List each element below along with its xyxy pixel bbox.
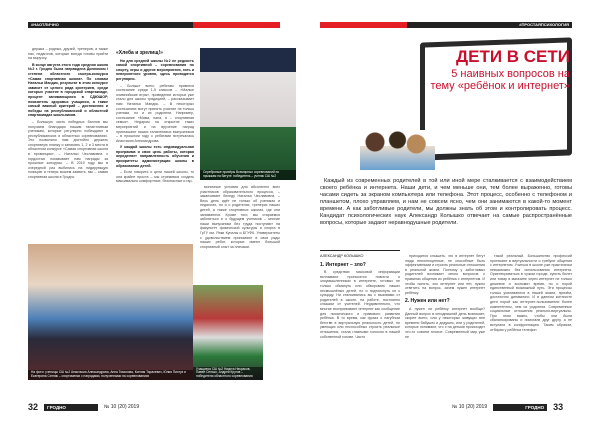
- divider: [320, 250, 400, 251]
- subheadline: 5 наивных вопросов на тему «ребёнок и интернет»: [430, 68, 570, 92]
- paper-name: ГРОДНО: [44, 404, 98, 411]
- photo-cyclists: [193, 285, 263, 380]
- lead-text: Каждый из современных родителей в той или иной мере сталкивается с взаимодействием своего ребёнка и интернета. Наши дети, и чем меньше они, тем более выраженно, готовы часами сидеть за экраном компьютера или телефона. Этот процесс, особенно с телефоном и планшетом, плохо управляем, и нам не совсем ясно, чем они занимаются в какой-то момент времени. А как заботливые родители, мы должны знать об этом и контролировать процесс. Кандидат психологических наук Александр Колышко отвечает на самые распространённые вопросы, которые задают неравнодушные родители.: [320, 178, 572, 226]
- issue-number: № 10 (20) 2019: [104, 404, 140, 410]
- right-column-2: [405, 254, 485, 341]
- paragraph: такой реальный. Большинство профессий протекают в виртуальности и требуют общения с интернетом. Учиться в школе уже практически невозможно без использования интернета. Ориентироваться в чужом городе, купить билет или товар в магазине через интернет не только дешевле и экономит время, но и порой единственный возможный путь. Эти процессы только усиливаются в нашей жизни, причём, достаточно динамично. И в данном контексте дети порой как интернет-пользователи более компетентны, чем их родители. Современные социальные отношения реально-виртуальны. При этом важно, чтобы они были сбалансированы и помогали друг другу, а не вступали в конфронтацию. Таким образом, отбирая у ребёнка телефон: [490, 254, 572, 332]
- photo-caption: На фото: ученицы СШ №2 Анастасия Александрова, Анна Тимохова, Ксения Тарасевич, Юлия Пиотух и Екатерина Ситник – спортсменки с наградами, полученными на соревнованиях: [28, 370, 193, 380]
- rubric-label: #НАОТЛИЧНО: [28, 22, 193, 28]
- issue-number: № 10 (20) 2019: [452, 404, 488, 410]
- rubric-label: #ПРОСТАЯПСИХОЛОГИЯ: [407, 22, 572, 28]
- rubric-bar-right: [320, 22, 572, 28]
- question-heading-2: 2. Нужен или нет?: [405, 298, 450, 305]
- page-number: 33: [553, 402, 564, 412]
- section-heading: «Хлеба и зрелищ!»: [116, 50, 163, 56]
- paragraph: В средствах массовой информации всплывают проносятся новости о злоумышленниках в интернете, готовых не только обмануть или обворовать наших несмышлёных детей, но и подтолкнуть их к суициду. Ни сталкивались вы с вызовами от родителей в школе, на работе, постоянно слышим от учителей. Неудивительно, что многие воспринимают интернет как сообщение для психического и правового развития ребёнка. В то время, как фраза о пагубном бегстве в виртуальную реальность детей, не умеющих или неспособных строить реальные отношения, стала глазными голосом в нашей собственной голове. Часто: [320, 270, 400, 339]
- paragraph: Ни для средней школы №2 не редкость самой спортивной – соревнования по спорту, игры и другие мероприятия, хоть и невероятного уровня, здесь проводятся регулярно.: [116, 58, 194, 81]
- author-byline: АЛЕКСАНДР КОЛЫШКО: [320, 254, 364, 258]
- headline-block: [430, 48, 570, 92]
- photo-trampoline-winners: [200, 48, 296, 180]
- children-illustration: [360, 130, 435, 170]
- article-column-1: [28, 47, 108, 182]
- paragraph: – Если говорить о цели нашей школы, то она крайне проста – мы стремимся создать максимально комфортные, безопасные и гар-: [116, 170, 194, 184]
- photo-gymnasts-group: [28, 244, 193, 380]
- photo-caption: Учащиеся СШ №2 Никита Некрасов, Павел Сенько, Андрей Кругов – победители областного соревнования: [193, 367, 263, 380]
- rubric-bar-left: [28, 22, 280, 28]
- paragraph: – Больше всего ребятам нравится состязание среди 1-5 классов – «Малые олимпийские игры», проведение которых уже стало для школы традицией, – рассказывает нам Наталья Мандик. – В некоторых состязаниях могут принять участие не только ученики, но и их родители. Например, состязание «Мама, папа, я – спортивная семья». Недаром на открытие таких мероприятий и на вручение наград приглашают наших талантливых выпускников – в прошлом году с ребятами встречалась Анастасия Александрова.: [116, 83, 194, 143]
- footer-right: [452, 402, 563, 412]
- right-column-1: [320, 254, 400, 341]
- paragraph: приходится слышать, что в интернет бегут люди неполноценные, не способные быть эффективными и строить реальные отношения в реальной жизни. Поэтому у заботливых родителей возникает много вопросов о правилах общения их ребёнка с интернетом. И чтобы понять, зло интернет или нет, нужно ответить на вопрос, зачем нужен интернет ребёнку.: [405, 254, 485, 295]
- photo-caption: Серебряные призёры Всемирных соревнований по прыжкам на батуте: победитель – ученик СШ №2: [200, 170, 296, 180]
- paragraph: А нужен ли ребёнку интернет вообще? Данный вопрос в сегодняшний день возникает, скорее всего, или у некоторых живущих вне времени бабушек и дедушек, или у родителей, которые понимают, что с на детьми происходит что-то совсем плохое. Современный мир уже не: [405, 306, 485, 339]
- paragraph: В конце августа этого года средняя школа №2 г. Гродно была награждена Дипломом I степени областного смотра-конкурса «Самая спортивная школа». По словам Натальи Мандик, результат в этом конкурсе зависит от целого ряда критериев, среди которых участие в городской спартакиаде, процент занимающихся в СДЮШОР, показатель здоровья учащихся, а также самый важный критерий – достижения и победы на республиканской и областной спартакиадах школьников.: [28, 62, 108, 118]
- headline: ДЕТИ В СЕТИ: [456, 47, 570, 66]
- paragraph: держка – родных, друзей, тренеров, а также нас, педагогов, которые всегда готовы прийти на выручку.: [28, 47, 108, 61]
- lead-paragraph: [320, 178, 572, 229]
- paragraph: моничные условия для абсолютно всех участников образовательного процесса, – заканчивает беседу Наталья Чеславовна. – Весь день идёт не только об учениках и педагогах, но и о родителях, тренерах наших детей, а также спортивных школах, где они занимаются. Кроме того, мы стараемся заботиться и о будущем учеников – многие наши выпускники без труда поступают на факультет физической культуры и спорта в ГрГУ им. Янки Купалы и БГУФК. Университеты с удовольствием принимают в свои ряды наших ребят, которые имеют большой спортивный опыт за плечами.: [200, 185, 280, 249]
- question-heading-1: 1. Интернет – зло?: [320, 261, 366, 268]
- right-column-3: [490, 254, 572, 334]
- paper-name: ГРОДНО: [493, 404, 547, 411]
- article-column-2: [116, 47, 194, 186]
- article-column-3: [200, 185, 280, 251]
- footer-left: [28, 402, 139, 412]
- paragraph: У каждой школы есть индивидуальная программа и своя цель работы, которая определяет направленность обучения и приоритеты администрации школы в образовании детей.: [116, 145, 194, 168]
- paragraph: – Большую часть победных баллов мы получаем благодаря нашим талантливым ученикам, которые регулярно побеждают в республиканских и областных соревнованиях. Это позволило нам достойно держать спортивную планку и занимать 1, 2 и 3 места в областном конкурсе «Самая спортивная школа в провинции», – Натальи Чеславовна с гордостью показывает нам награды за прошлые конкурсы. – В 2019 году мы в очередной раз выбились на лидирующую позицию и теперь можем заявить, мы – самая спортивная школа в Гродно.: [28, 119, 108, 180]
- page-number: 32: [28, 402, 39, 412]
